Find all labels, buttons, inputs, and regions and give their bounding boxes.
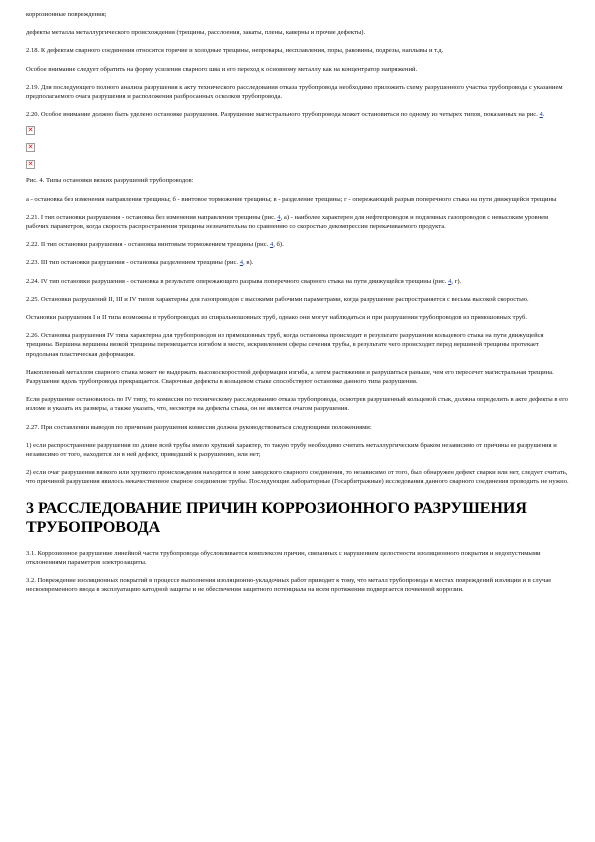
broken-image-icon <box>26 126 35 135</box>
section-heading-3: 3 РАССЛЕДОВАНИЕ ПРИЧИН КОРРОЗИОННОГО РАЗРУШЕНИЯ ТРУБОПРОВОДА <box>26 499 527 536</box>
figure-legend: а - остановка без изменения направления трещины; б - винтовое торможение трещины; в - разделение трещины; г - опережающий разрыв поперечного стыка на пути движущейся трещины <box>26 195 557 203</box>
paragraph-2-21 <box>26 213 569 231</box>
paragraph-2-26: 2.26. Остановка разрушения IV типа характерна для трубопроводов из прямошовных труб, когда остановка происходит в результате разрушения кольцевого стыка на пути движущейся трещины. Вершина вершины вязкой трещины перемещается изгибом в месте, искривлением сферы сечения трубы, в результате чего происходит перед вершиной трещины протекает продольная пластическая деформация. <box>26 332 544 358</box>
paragraph-2-21-rest: , а) - наиболее характерен для нефтепроводов и подземных газопроводов с невысоким уровнем рабочих параметров, когда скорость распространения трещины незначительна по сравнению со скоростью декомпрессии перекачиваемого продукта. <box>26 213 549 231</box>
figure-4-link[interactable]: 4 <box>277 213 281 221</box>
paragraph-2-19: 2.19. Для последующего полного анализа разрушения к акту технического расследования отказа трубопровода необходимо приложить схему разрушенного участка трубопровода с указанием предполагаемого очага разрушения и расположения разбросанных осколков трубопровода. <box>26 83 563 101</box>
paragraph-2-23-text: 2.23. III тип остановки разрушения - остановка разделением трещины (рис. <box>26 259 240 267</box>
paragraph-weld-metal: Накопленный металлом сварного стыка может не выдержать высокоскоростной деформации изгиба, а затем растяжения и разрушиться раньше, чем его пересечет магистральная трещина. Разрушение вдоль трубопровода прекращается. Сварочные дефекты в кольцевом стыке способствуют остановке данного типа разрушения. <box>26 368 554 386</box>
paragraph-2-22-text: 2.22. II тип остановки разрушения - остановка винтовым торможением трещины (рис. <box>26 241 270 249</box>
paragraph-3-2: 3.2. Повреждение изоляционных покрытий в процессе выполнения изоляционно-укладочных работ приводит к тому, что металл трубопровода в местах повреждений изоляции и в случае несвоевременного ввода в эксплуатацию катодной защиты и не обеспечения защитного потенциала на всем протяжении подвергается почвенной коррозии. <box>26 577 552 594</box>
paragraph-2-24-rest: , г). <box>451 277 462 285</box>
paragraph-2-20-period: . <box>542 111 545 119</box>
paragraph-types-i-ii: Остановки разрушения I и II типа возможны в трубопроводах из спиральношовных труб, однако они могут наблюдаться и при разрушении трубопроводов из прямошовных труб. <box>26 314 528 322</box>
figure-caption: Рис. 4. Типы остановки вязких разрушений трубопроводов: <box>26 177 194 185</box>
paragraph-item-2: 2) если очаг разрушения вязкого или хрупкого происхождения находится в зоне заводского сварного соединения, то независимо от того, был обнаружен дефект сварки или нет, следует считать, что причиной разрушения явилось некачественное сварное соединение трубы. Последующие лабораторные (Госарбитражные) исследования данного сварного соединения проводить не нужно. <box>26 469 569 486</box>
broken-image-icon <box>26 160 35 169</box>
paragraph-corrosion-damage: коррозионные повреждения; <box>26 11 107 18</box>
figure-4-link[interactable]: 4 <box>269 241 274 249</box>
paragraph-2-23-rest: , в). <box>243 259 254 267</box>
paragraph-2-27: 2.27. При составлении выводов по причинам разрушения комиссия должна руководствоваться следующими положениями: <box>26 423 372 431</box>
paragraph-metal-defects: дефекты металла металлургического происхождения (трещины, расслоения, закаты, плены, каверны и прочие дефекты). <box>26 29 366 37</box>
broken-image-icon <box>26 143 35 152</box>
paragraph-2-22 <box>26 240 569 249</box>
paragraph-2-25: 2.25. Остановки разрушений II, III и IV типов характерны для газопроводов с высокими рабочими параметрами, когда разрушение распространяется с весьма высокой скоростью. <box>26 295 529 303</box>
paragraph-3-1: 3.1. Коррозионное разрушение линейной части трубопровода обусловливается комплексом причин, связанных с нарушением целостности изоляционного покрытия и недопустимыми отклонениями параметров электрозащиты. <box>26 549 541 566</box>
paragraph-2-18: 2.18. К дефектам сварного соединения относятся горячие и холодные трещины, непровары, несплавления, поры, раковины, подрезы, наплывы и т.д. <box>26 47 444 55</box>
figure-4-link[interactable]: 4 <box>239 259 244 267</box>
paragraph-item-1: 1) если распространение разрушения по длине всей трубы имело хрупкий характер, то такую трубу необходимо считать металлургическим браком независимо от причины ее разрушения и независимо от того, находится ли в ней дефект, приведший к разрушению, или нет; <box>26 441 557 459</box>
figure-image-a <box>26 125 569 136</box>
paragraph-2-20 <box>26 110 569 119</box>
figure-4-link[interactable]: 4 <box>448 277 452 285</box>
figure-image-c <box>26 159 569 170</box>
paragraph-2-22-rest: , б). <box>273 241 284 249</box>
paragraph-2-24-text: 2.24. IV тип остановки разрушения - остановка в результате опережающего разрыва поперечного сварного стыка на пути движущейся трещины (рис. <box>26 277 449 285</box>
paragraph-2-24 <box>26 277 569 286</box>
figure-4-link[interactable]: 4 <box>539 111 543 119</box>
paragraph-type-iv-commission: Если разрушение остановилось по IV типу, то комиссия по техническому расследованию отказа трубопровода, осмотрев разрушенный кольцевой стык, должна определить в акте дефекты в его изломе и указать их размеры, а также указать, что, несмотря на дефекты стыка, он не является очагом разрушения. <box>26 396 568 413</box>
paragraph-weld-attention: Особое внимание следует обратить на форму усиления сварного шва и его переход к основному металлу как на концентратор напряжений. <box>26 65 418 73</box>
paragraph-2-20-text: 2.20. Особое внимание должно быть уделено остановке разрушения. Разрушение магистрального трубопровода может остановиться по одному из четырех типов, показанных на рис. <box>26 111 540 119</box>
paragraph-2-23 <box>26 258 569 267</box>
paragraph-2-21-text: 2.21. I тип остановки разрушения - остановка без изменения направления трещины (рис. <box>26 213 278 221</box>
figure-image-b <box>26 142 569 153</box>
